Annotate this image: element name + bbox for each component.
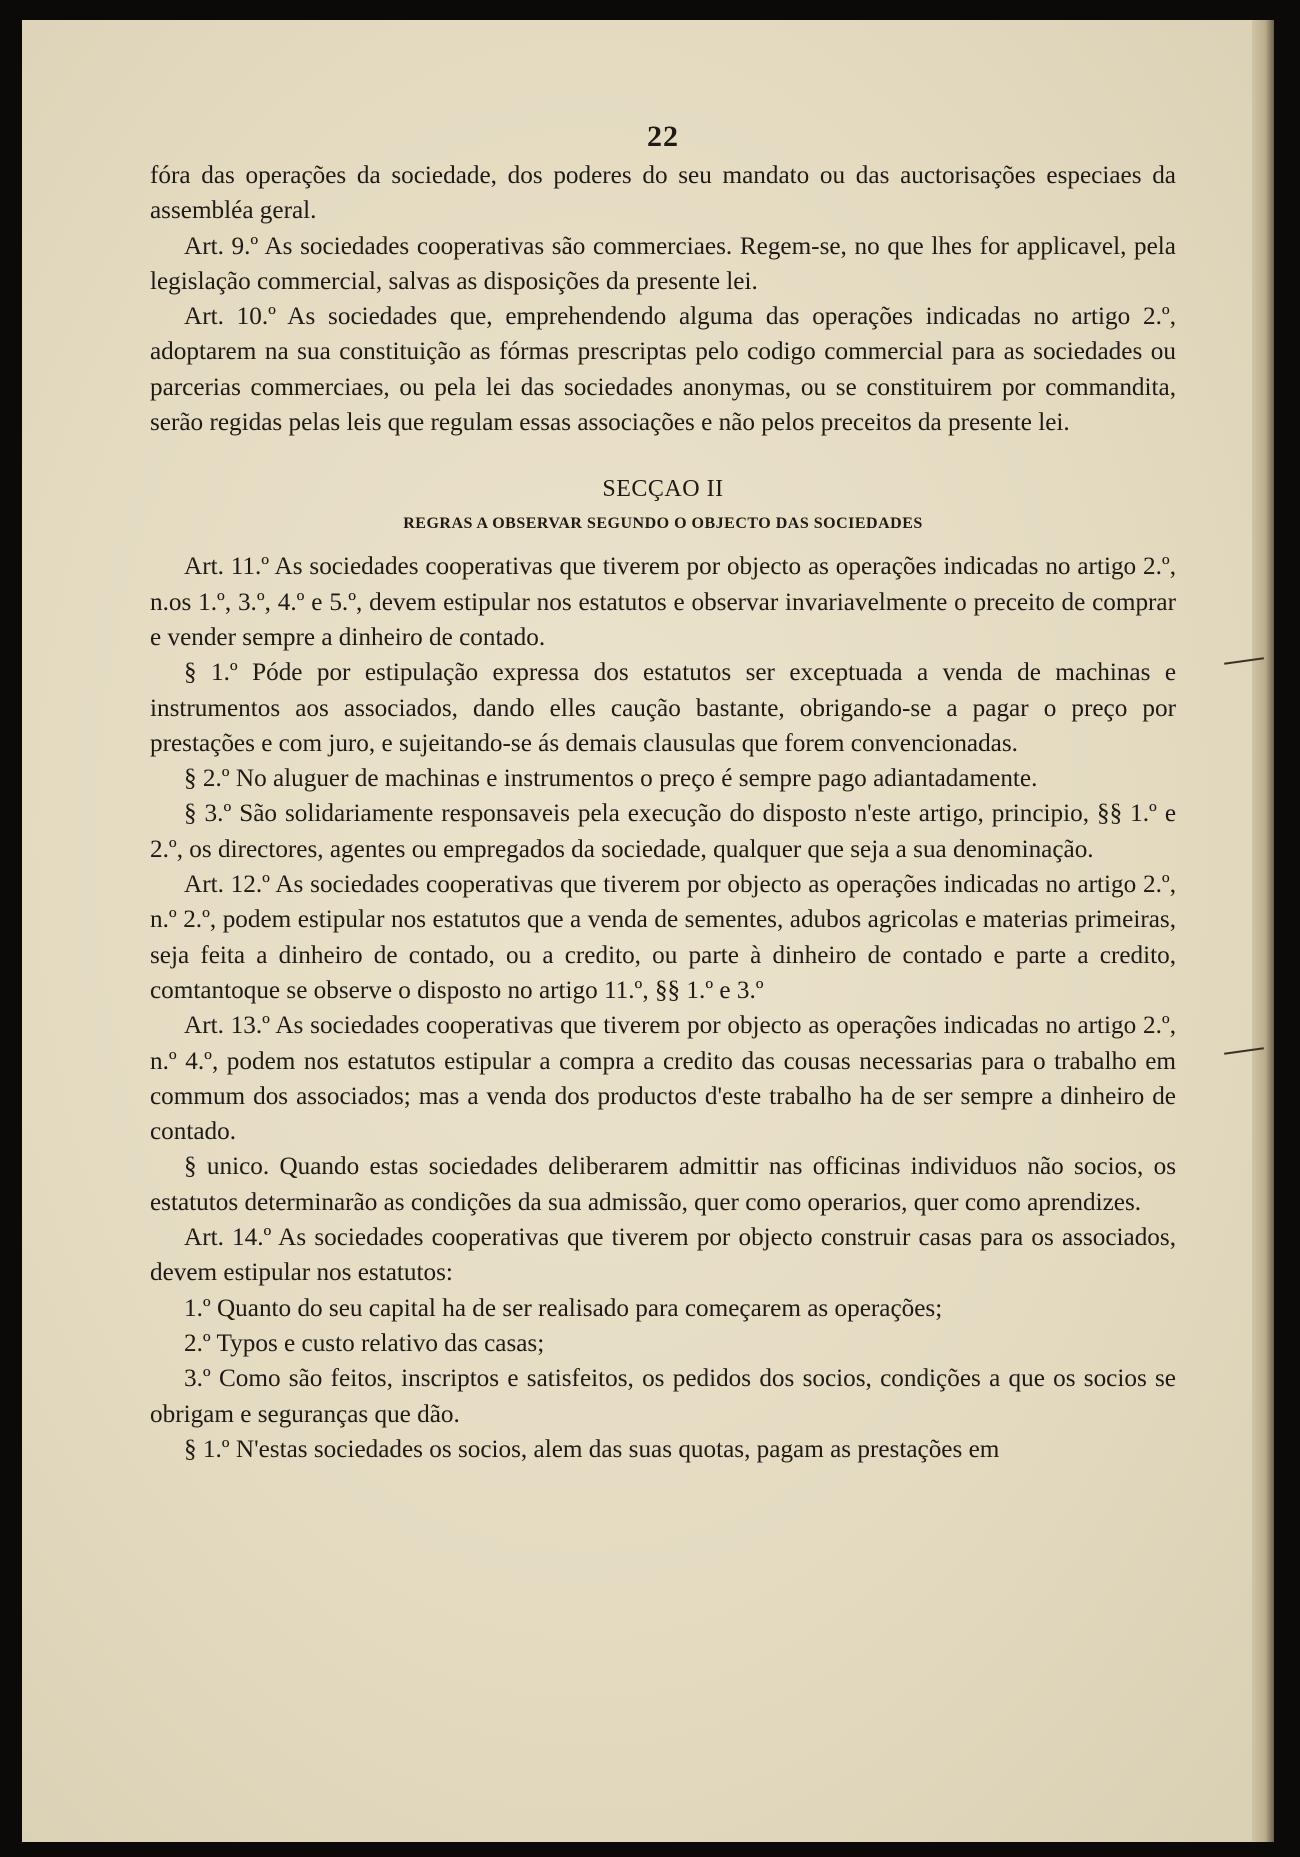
book-page (22, 20, 1274, 1842)
article-11-paragraph-2: § 2.º No aluguer de machinas e instrumentos o preço é sempre pago adiantadamente. (184, 765, 1038, 793)
article-14-item-2: 2.º Typos e custo relativo das casas; (184, 1329, 545, 1357)
section-title: SECÇAO II (602, 476, 724, 503)
article-11: Art. 11.º As sociedades cooperativas que tiverem por objecto as operações indicadas no artigo 2.º, n.os 1.º, 3.º, 4.º e 5.º, devem estipular nos estatutos e observar invariavelmente o preceito de comprar e vender sempre a dinheiro de contado. (150, 553, 1176, 651)
paragraph: fóra das operações da sociedade, dos poderes do seu mandato ou das auctorisações especiaes da assembléa geral. (150, 162, 1176, 225)
page-content (150, 90, 1176, 1467)
article-14: Art. 14.º As sociedades cooperativas que tiverem por objecto construir casas para os associados, devem estipular nos estatutos: (150, 1224, 1176, 1287)
section-subtitle: REGRAS A OBSERVAR SEGUNDO O OBJECTO DAS SOCIEDADES (403, 515, 923, 533)
article-13-sole-paragraph: § unico. Quando estas sociedades deliberarem admittir nas officinas individuos não socios, os estatutos determinarão as condições da sua admissão, quer como operarios, quer como aprendizes. (150, 1153, 1176, 1216)
article-12: Art. 12.º As sociedades cooperativas que tiverem por objecto as operações indicadas no artigo 2.º, n.º 2.º, podem estipular nos estatutos que a venda de sementes, adubos agricolas e materias primeiras, seja feita a dinheiro de contado, ou a credito, ou parte à dinheiro de contado e parte a credito, comtantoque se observe o disposto no artigo 11.º, §§ 1.º e 3.º (150, 871, 1176, 1004)
article-14-paragraph-1: § 1.º N'estas sociedades os socios, alem das suas quotas, pagam as prestações em (184, 1435, 1000, 1463)
article-13: Art. 13.º As sociedades cooperativas que tiverem por objecto as operações indicadas no artigo 2.º, n.º 4.º, podem nos estatutos estipular a compra a credito das cousas necessarias para o trabalho em commum dos associados; mas a venda dos productos d'este trabalho ha de ser sempre a dinheiro de contado. (150, 1012, 1176, 1146)
top-text-block (150, 158, 1176, 440)
article-14-item-1: 1.º Quanto do seu capital ha de ser realisado para começarem as operações; (184, 1294, 943, 1322)
bottom-text-block (150, 549, 1176, 1467)
article-14-item-3: 3.º Como são feitos, inscriptos e satisfeitos, os pedidos dos socios, condições a que os socios se obrigam e seguranças que dão. (150, 1365, 1176, 1428)
page-number: 22 (647, 120, 679, 153)
article-10: Art. 10.º As sociedades que, emprehendendo alguma das operações indicadas no artigo 2.º, adoptarem na sua constituição as fórmas prescriptas pelo codigo commercial para as sociedades ou parcerias commerciaes, ou pela lei das sociedades anonymas, ou se constituirem por commandita, serão regidas pelas leis que regulam essas associações e não pelos preceitos da presente lei. (150, 303, 1176, 437)
article-9: Art. 9.º As sociedades cooperativas são commerciaes. Regem-se, no que lhes for applicavel, pela legislação commercial, salvas as disposições da presente lei. (150, 232, 1176, 295)
article-11-paragraph-3: § 3.º São solidariamente responsaveis pela execução do disposto n'este artigo, principio, §§ 1.º e 2.º, os directores, agentes ou empregados da sociedade, qualquer que seja a sua denominação. (150, 800, 1176, 863)
article-11-paragraph-1: § 1.º Póde por estipulação expressa dos estatutos ser exceptuada a venda de machinas e instrumentos aos associados, dando elles caução bastante, obrigando-se a pagar o preço por prestações e com juro, e sujeitando-se ás demais clausulas que forem convencionadas. (150, 659, 1176, 757)
page-edge (1252, 20, 1274, 1842)
